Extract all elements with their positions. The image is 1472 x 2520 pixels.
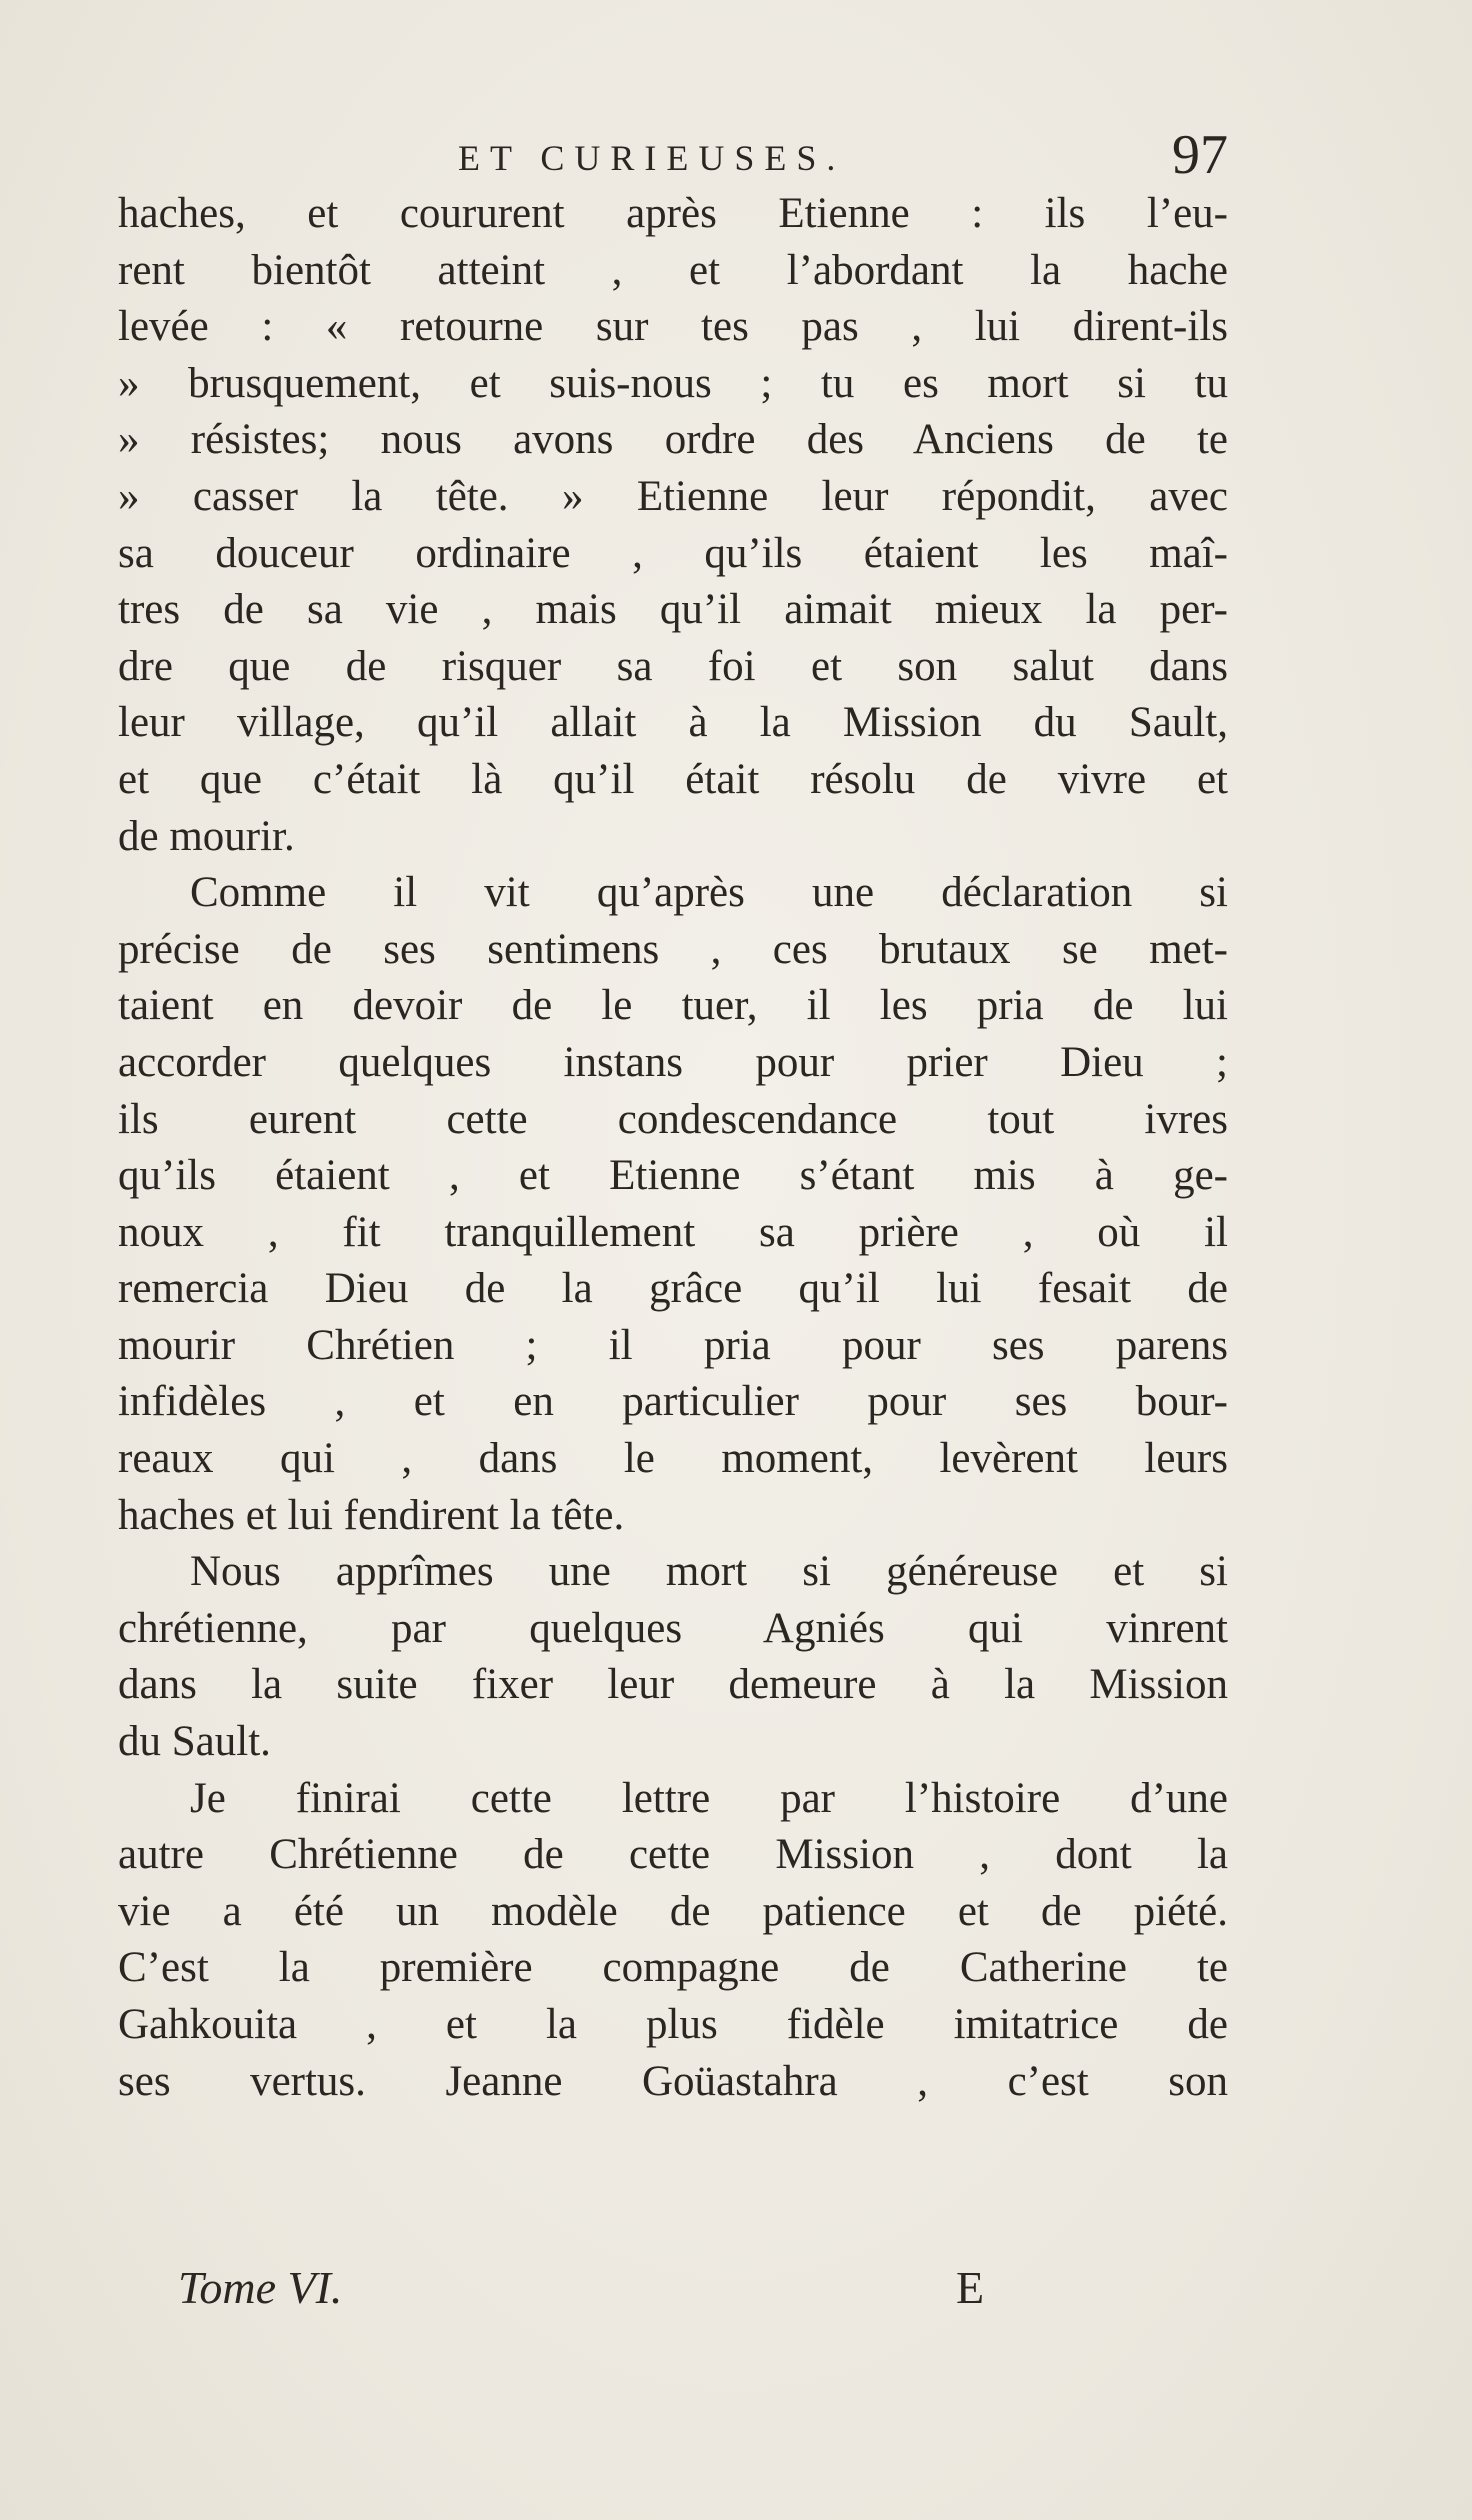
text-line: du Sault.: [118, 1718, 271, 1766]
text-line: sa douceur ordinaire , qu’ils étaient les maî-: [118, 529, 1228, 577]
running-head: ET CURIEUSES.: [458, 138, 846, 178]
text-line: ils eurent cette condescendance tout ivres: [118, 1095, 1228, 1143]
text-line: mourir Chrétien ; il pria pour ses parens: [118, 1321, 1228, 1369]
text-line: de mourir.: [118, 812, 295, 860]
volume-label: Tome VI.: [178, 2262, 343, 2313]
text-line: Nous apprîmes une mort si généreuse et si: [190, 1548, 1228, 1596]
page-footer: [118, 2258, 1228, 2318]
text-line: haches, et coururent après Etienne : ils l’eu-: [118, 190, 1228, 237]
text-line: tres de sa vie , mais qu’il aimait mieux la per-: [118, 586, 1228, 634]
text-line: chrétienne, par quelques Agniés qui vinrent: [118, 1604, 1228, 1652]
text-line: leur village, qu’il allait à la Mission du Sault,: [118, 699, 1228, 747]
page-number: 97: [1172, 124, 1228, 186]
signature-mark: E: [956, 2262, 985, 2313]
text-line: dans la suite fixer leur demeure à la Mission: [118, 1661, 1228, 1709]
text-line: et que c’était là qu’il était résolu de vivre et: [118, 755, 1228, 803]
text-line: infidèles , et en particulier pour ses bour-: [118, 1378, 1228, 1426]
text-line: accorder quelques instans pour prier Dieu ;: [118, 1038, 1228, 1086]
text-line: rent bientôt atteint , et l’abordant la hache: [118, 246, 1228, 294]
body-text: [118, 186, 1228, 2110]
text-line: remercia Dieu de la grâce qu’il lui fesait de: [118, 1265, 1228, 1313]
page-header: [118, 124, 1228, 186]
text-line: Gahkouita , et la plus fidèle imitatrice de: [118, 2001, 1228, 2048]
text-line: » résistes; nous avons ordre des Anciens de te: [118, 416, 1228, 464]
text-line: ses vertus. Jeanne Goüastahra , c’est son: [118, 2057, 1228, 2105]
text-line: reaux qui , dans le moment, levèrent leurs: [118, 1435, 1228, 1483]
text-line: précise de ses sentimens , ces brutaux se met-: [118, 925, 1228, 973]
text-line: Je finirai cette lettre par l’histoire d’une: [190, 1774, 1228, 1822]
text-line: autre Chrétienne de cette Mission , dont la: [118, 1831, 1228, 1879]
text-line: vie a été un modèle de patience et de piété.: [118, 1887, 1228, 1935]
text-line: Comme il vit qu’après une déclaration si: [190, 869, 1228, 917]
text-line: levée : « retourne sur tes pas , lui dirent-ils: [118, 303, 1228, 351]
text-line: qu’ils étaient , et Etienne s’étant mis à ge-: [118, 1152, 1228, 1200]
text-line: haches et lui fendirent la tête.: [118, 1491, 625, 1539]
text-line: dre que de risquer sa foi et son salut dans: [118, 642, 1228, 690]
text-line: » brusquement, et suis-nous ; tu es mort si tu: [118, 359, 1228, 407]
text-line: taient en devoir de le tuer, il les pria de lui: [118, 982, 1228, 1030]
text-line: » casser la tête. » Etienne leur répondit, avec: [118, 472, 1228, 520]
text-line: C’est la première compagne de Catherine te: [118, 1944, 1228, 1992]
text-line: noux , fit tranquillement sa prière , où il: [118, 1208, 1228, 1256]
